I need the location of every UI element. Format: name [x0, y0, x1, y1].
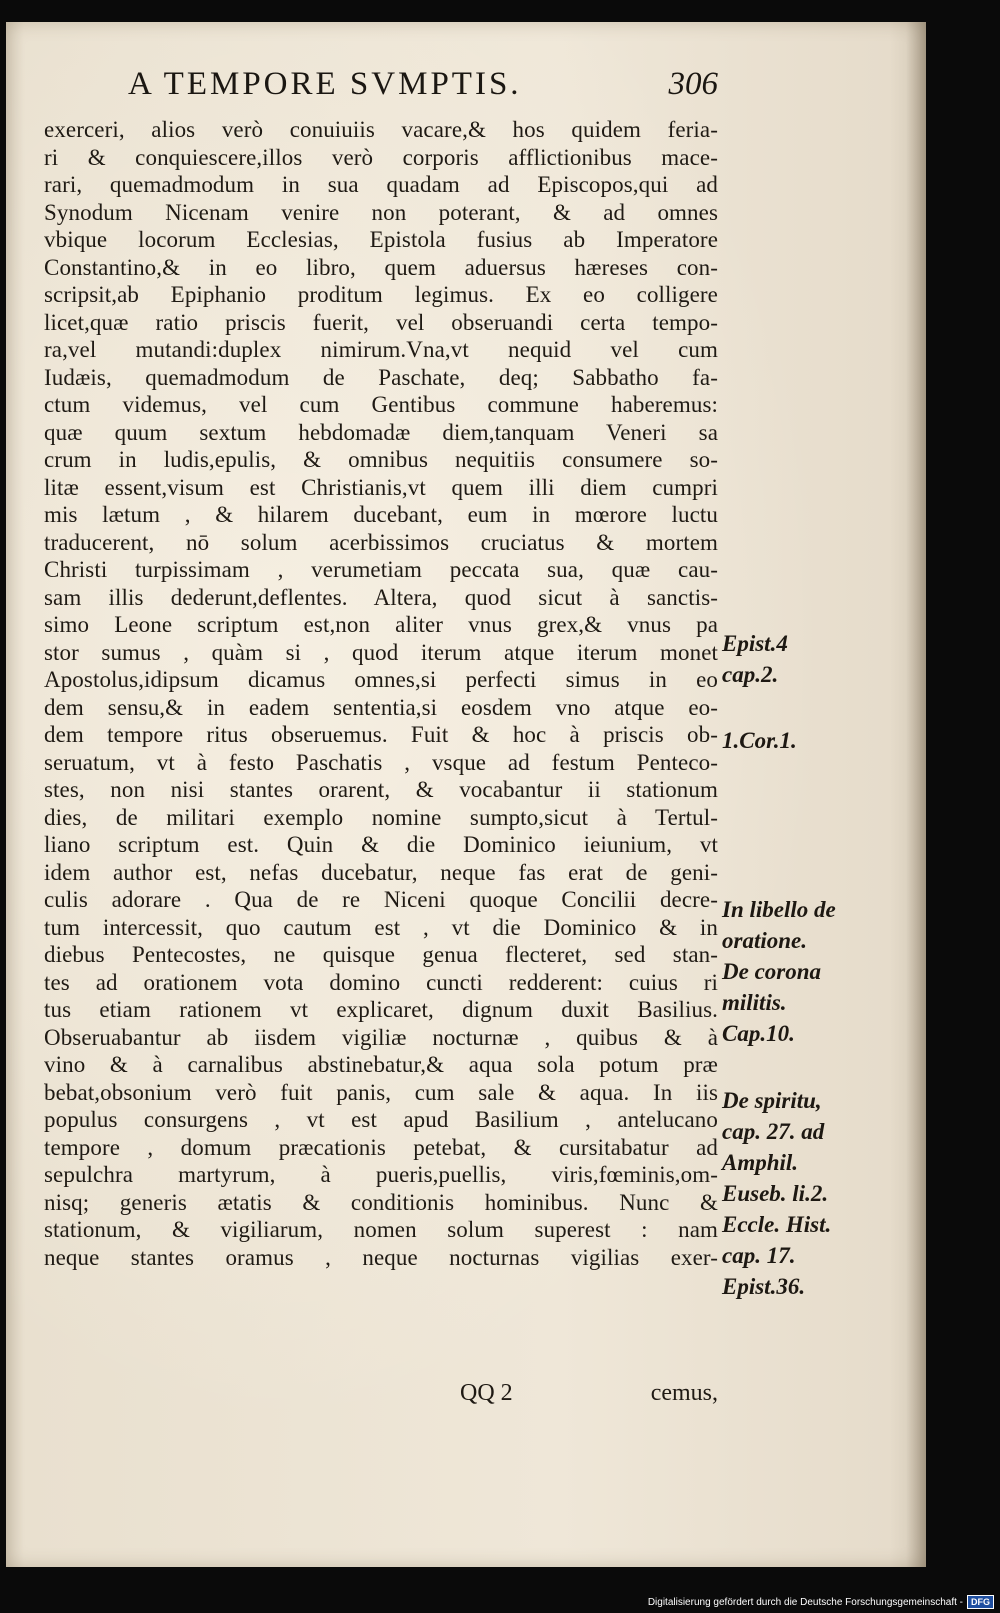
margin-notes [722, 0, 872, 1613]
text-line: simo Leone scriptum est,non aliter vnus grex,& vnus pa [44, 612, 718, 637]
text-line: Christi turpissimam , verumetiam peccata sua, quæ cau- [44, 557, 718, 582]
main-text-block [44, 116, 718, 1271]
margin-note-epist-4: Epist.4 cap.2. [722, 631, 788, 687]
page-gutter-shadow [906, 22, 926, 1567]
text-line: Constantino,& in eo libro, quem aduersus hæreses con- [44, 254, 718, 280]
text-line: populus consurgens , vt est apud Basilium , antelucano [44, 1107, 718, 1132]
page-number: 306 [668, 66, 718, 102]
text-line: vbique locorum Ecclesias, Epistola fusius ab Imperatore [44, 227, 718, 252]
text-line: litæ essent,visum est Christianis,vt quem illi diem cumpri [44, 474, 718, 500]
text-line: quæ quum sextum hebdomadæ diem,tanquam Veneri sa [44, 419, 718, 445]
text-line: sepulchra martyrum, à pueris,puellis, viris,fœminis,om- [44, 1162, 718, 1187]
text-line: tus etiam rationem vt explicaret, dignum duxit Basilius. [44, 997, 718, 1022]
text-line: dem tempore ritus obseruemus. Fuit & hoc à priscis ob- [44, 722, 718, 747]
margin-note-1-cor: 1.Cor.1. [722, 728, 797, 753]
page-footer [44, 1380, 718, 1414]
text-line: Obseruabantur ab iisdem vigiliæ nocturnæ , quibus & à [44, 1024, 718, 1050]
text-line: traducerent, nō solum acerbissimos cruciatus & mortem [44, 529, 718, 555]
text-line: mis lætum , & hilarem ducebant, eum in mœrore luctu [44, 502, 718, 527]
text-line: neque stantes oramus , neque nocturnas vigilias exer- [44, 1244, 718, 1270]
text-line: dies, de militari exemplo nomine sumpto,sicut à Tertul- [44, 804, 718, 830]
text-line: tum intercessit, quo cautum est , vt die Dominico & in [44, 914, 718, 940]
text-line: diebus Pentecostes, ne quisque genua flecteret, sed stan- [44, 942, 718, 967]
text-line: ra,vel mutandi:duplex nimirum.Vna,vt nequid vel cum [44, 337, 718, 362]
text-line: Iudæis, quemadmodum de Paschate, deq; Sabbatho fa- [44, 364, 718, 390]
text-line: ri & conquiescere,illos verò corporis afflictionibus mace- [44, 144, 718, 170]
text-line: liano scriptum est. Quin & die Dominico ieiunium, vt [44, 832, 718, 857]
text-line: stor sumus , quàm si , quod iterum atque iterum monet [44, 639, 718, 665]
text-line: exerceri, alios verò conuiuiis vacare,& hos quidem feria- [44, 117, 718, 142]
text-line: bebat,obsonium verò fuit panis, cum sale & aqua. In iis [44, 1079, 718, 1105]
dfg-logo: DFG [967, 1595, 994, 1609]
text-line: sam illis dederunt,deflentes. Altera, quod sicut à sanctis- [44, 584, 718, 610]
text-line: ctum videmus, vel cum Gentibus commune haberemus: [44, 392, 718, 417]
text-line: Apostolus,idipsum dicamus omnes,si perfecti simus in eo [44, 667, 718, 692]
text-line: idem author est, nefas ducebatur, neque fas erat de geni- [44, 859, 718, 885]
text-line: nisq; generis ætatis & conditionis hominibus. Nunc & [44, 1189, 718, 1215]
signature-mark: QQ 2 [460, 1380, 513, 1406]
text-line: tempore , domum præcationis petebat, & cursitabatur ad [44, 1134, 718, 1160]
text-line: stes, non nisi stantes orarent, & vocabantur ii stationum [44, 777, 718, 802]
credit-text: Digitalisierung gefördert durch die Deutsche Forschungsgemeinschaft - [647, 1596, 963, 1608]
digitization-credit [648, 1595, 994, 1609]
text-line: rari, quemadmodum in sua quadam ad Episcopos,qui ad [44, 172, 718, 197]
text-line: tes ad orationem vota domino cuncti redderent: cuius ri [44, 969, 718, 995]
running-title: A TEMPORE SVMPTIS. [128, 66, 522, 102]
running-head [128, 66, 718, 110]
text-line: dem sensu,& in eadem sententia,si eosdem vno atque eo- [44, 694, 718, 720]
margin-note-basil-eusebius: De spiritu, cap. 27. ad Amphil. Euseb. li.2. Eccle. Hist. cap. 17. Epist.36. [722, 1088, 832, 1299]
text-line: seruatum, vt à festo Paschatis , vsque ad festum Penteco- [44, 749, 718, 775]
text-line: licet,quæ ratio priscis fuerit, vel obseruandi certa tempo- [44, 309, 718, 335]
text-line: stationum, & vigiliarum, nomen solum superest : nam [44, 1217, 718, 1242]
catchword: cemus, [650, 1380, 718, 1406]
text-line: scripsit,ab Epiphanio proditum legimus. Ex eo colligere [44, 282, 718, 307]
text-line: Synodum Nicenam venire non poterant, & ad omnes [44, 199, 718, 225]
text-line: vino & à carnalibus abstinebatur,& aqua sola potum præ [44, 1052, 718, 1077]
text-line: culis adorare . Qua de re Niceni quoque Concilii decre- [44, 887, 718, 912]
margin-note-tertullian: In libello de oratione. De corona militis. Cap.10. [722, 897, 836, 1046]
text-line: crum in ludis,epulis, & omnibus nequitiis consumere so- [44, 447, 718, 472]
